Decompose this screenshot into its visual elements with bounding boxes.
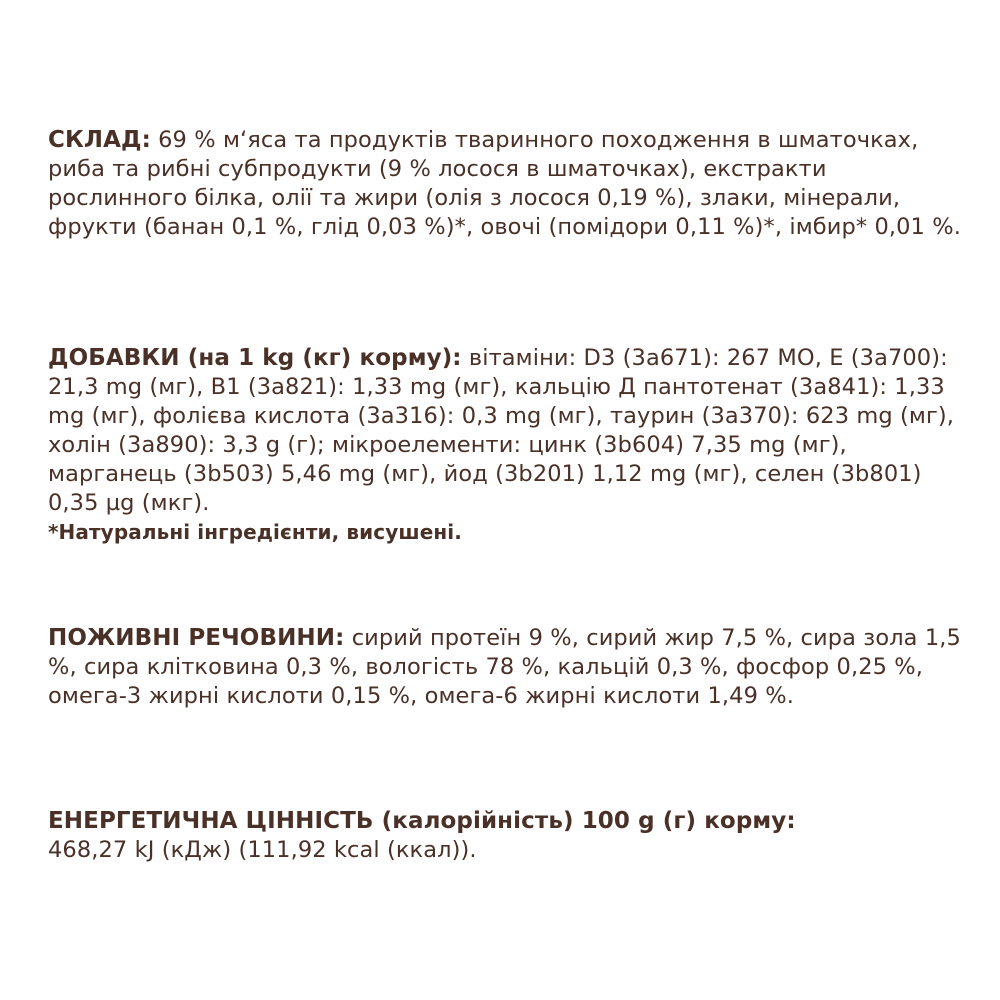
- energy-label: ЕНЕРГЕТИЧНА ЦІННІСТЬ (калорійність) 100 g (г) корму:: [48, 808, 796, 834]
- footnote-natural-ingredients: *Натуральні інгредієнти, висушені.: [48, 520, 462, 544]
- composition-label: СКЛАД:: [48, 127, 151, 153]
- additives-text: вітаміни: D3 (3a671): 267 МО, Е (3a700): 21,3 mg (мг), В1 (3a821): 1,33 mg (мг), кальцію Д пантотенат (3a841): 1,33 mg (мг), фолієва кислота (3a316): 0,3 mg (мг), таурин (3a370): 623 mg (мг), холін (3a890): 3,3 g (г); мікроелементи: цинк (3b604) 7,35 mg (мг), марганець (3b503) 5,46 mg (мг), йод (3b201) 1,12 mg (мг), селен (3b801) 0,35 µg (мкг).: [48, 345, 955, 516]
- nutrients-section: [48, 624, 968, 711]
- additives-section: [48, 344, 968, 547]
- nutrients-label: ПОЖИВНІ РЕЧОВИНИ:: [48, 625, 345, 651]
- additives-label: ДОБАВКИ (на 1 kg (кг) корму):: [48, 345, 462, 371]
- energy-section: [48, 807, 968, 865]
- composition-text: 69 % м‘яса та продуктів тваринного походження в шматочках, риба та рибні субпродукти (9 % лосося в шматочках), екстракти рослинного білка, олії та жири (олія з лосося 0,19 %), злаки, мінерали, фрукти (банан 0,1 %, глід 0,03 %)*, овочі (помідори 0,11 %)*, імбир* 0,01 %.: [48, 127, 961, 240]
- composition-section: [48, 126, 968, 242]
- energy-text: 468,27 kJ (кДж) (111,92 kcal (ккал)).: [48, 837, 477, 863]
- nutrients-text: сирий протеїн 9 %, сирий жир 7,5 %, сира зола 1,5 %, сира клітковина 0,3 %, вологість 78 %, кальцій 0,3 %, фосфор 0,25 %, омега-3 жирні кислоти 0,15 %, омега-6 жирні кислоти 1,49 %.: [48, 625, 961, 709]
